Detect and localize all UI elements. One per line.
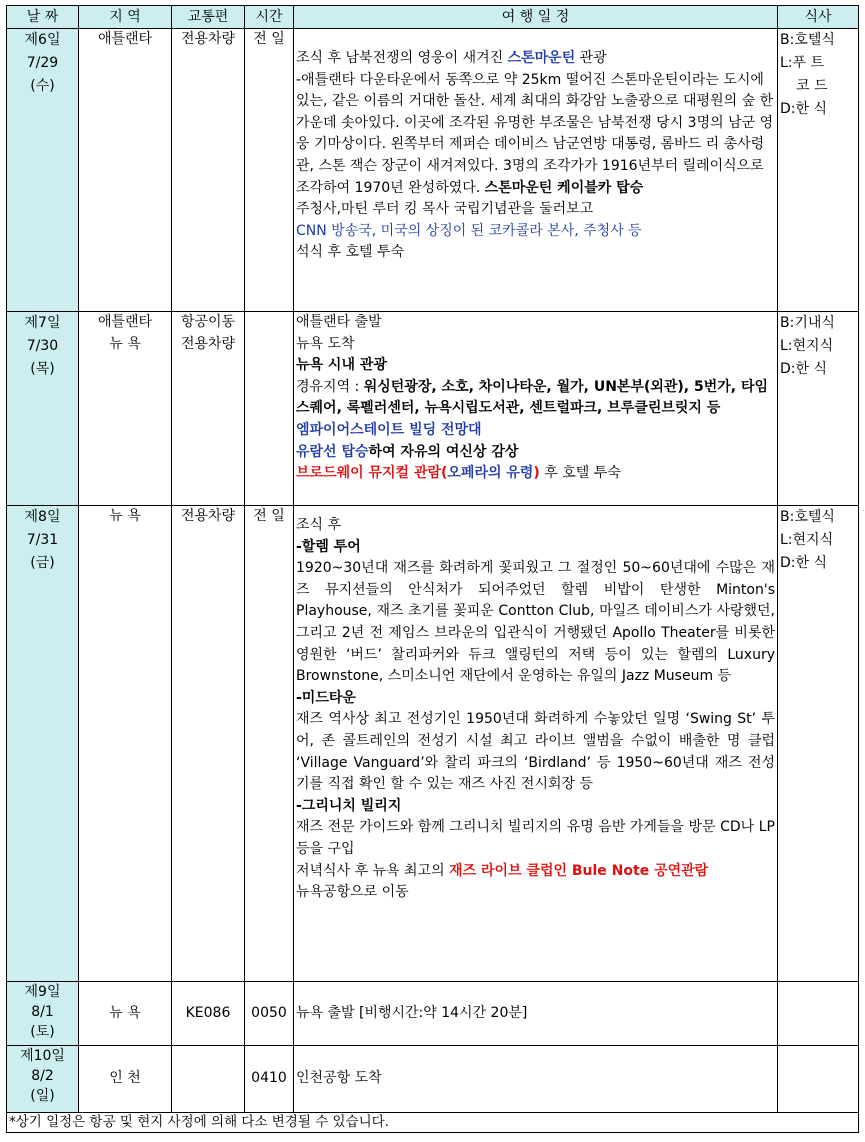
transport-cell xyxy=(172,1046,245,1113)
day-label: 제10일 xyxy=(20,1048,65,1064)
region-label: 뉴 욕 xyxy=(109,508,141,524)
weekday-label: (일) xyxy=(30,1088,55,1104)
date-label: 8/2 xyxy=(31,1068,54,1084)
schedule-line: CNN 방송국, 미국의 상징이 된 코카콜라 본사, 주청사 등 xyxy=(296,222,642,239)
highlight-cruise: 유람선 탑승 xyxy=(296,443,369,460)
route-list: 워싱턴광장, 소호, 차이나타운, 월가, UN본부(외관), 5번가, 타임스퀘어, 록펠러센터, 뉴욕시립도서관, 센트럴파크, 브루클린브릿지 등 xyxy=(296,378,769,417)
section-harlem: -할렘 투어 xyxy=(296,538,361,555)
transport-cell xyxy=(172,29,245,312)
region-label: 뉴 욕 xyxy=(109,335,141,352)
time-cell xyxy=(245,506,294,982)
day-label: 제8일 xyxy=(24,509,61,525)
header-time: 시간 xyxy=(245,6,294,29)
meal-lunch: L:현지식 xyxy=(780,532,834,548)
date-cell xyxy=(7,1046,79,1113)
weekday-label: (토) xyxy=(30,1024,55,1040)
schedule-text: 하여 자유의 여신상 감상 xyxy=(368,443,519,460)
time-cell xyxy=(245,982,294,1046)
footnote: *상기 일정은 항공 및 현지 사정에 의해 다소 변경될 수 있습니다. xyxy=(7,1113,859,1133)
day-row-8 xyxy=(7,506,859,982)
region-label: 애틀랜타 xyxy=(97,31,153,47)
header-schedule: 여 행 일 정 xyxy=(294,6,778,29)
header-region: 지 역 xyxy=(79,6,172,29)
highlight-phantom: 오페라의 유령 xyxy=(447,465,534,482)
time-label: 전 일 xyxy=(253,508,285,524)
schedule-text: 경유지역 : xyxy=(296,378,364,395)
schedule-line: 인천공항 도착 xyxy=(296,1070,382,1087)
date-cell xyxy=(7,982,79,1046)
schedule-line xyxy=(296,861,775,883)
schedule-line xyxy=(296,377,775,420)
schedule-cell xyxy=(294,312,778,506)
header-meal: 식사 xyxy=(778,6,859,29)
schedule-text: -애틀랜타 다운타운에서 동쪽으로 약 25km 떨어진 스톤마운틴이라는 도시에 있는, 같은 이름의 거대한 돌산. 세계 최대의 화강암 노출광으로 대평원의 숲 한가운데 솟아있다. 이곳에 조각된 유명한 부조물은 남북전쟁 당시 3명의 남군 영웅 기마상이다. 왼쪽부터 제퍼슨 데이비스 남군연방 대통령, 롬바드 리 총사령관, 스톤 잭슨 장군이 새겨져있다. 3명의 조각가가 1916년부터 릴레이식으로 조각하여 1970년 완성하였다. xyxy=(296,71,774,196)
highlight-empire-state: 엠파이어스테이트 빌딩 전망대 xyxy=(296,421,482,438)
region-cell xyxy=(79,982,172,1046)
schedule-line: 석식 후 호텔 투숙 xyxy=(296,244,405,261)
day-label: 제9일 xyxy=(24,984,61,1000)
meal-breakfast: B:기내식 xyxy=(780,315,835,331)
time-label: 0050 xyxy=(251,1004,287,1021)
schedule-line xyxy=(296,48,775,70)
highlight-musical: 브로드웨이 뮤지컬 관람( xyxy=(296,465,448,482)
day-label: 제7일 xyxy=(24,315,61,331)
region-cell xyxy=(79,29,172,312)
time-cell xyxy=(245,1046,294,1113)
highlight-blue-note: 재즈 라이브 클럽인 Bule Note 공연관람 xyxy=(449,862,709,879)
meal-lunch: L:현지식 xyxy=(780,338,834,354)
schedule-cell xyxy=(294,29,778,312)
schedule-text: 조식 후 남북전쟁의 영웅이 새겨진 xyxy=(296,50,508,66)
meal-breakfast: B:호텔식 xyxy=(780,32,835,48)
date-cell xyxy=(7,312,79,506)
transport-label: 항공이동 xyxy=(180,314,236,330)
weekday-label: (수) xyxy=(30,78,55,94)
date-cell xyxy=(7,29,79,312)
transport-label: 전용차량 xyxy=(180,31,236,47)
meal-cell xyxy=(778,1046,859,1113)
highlight-cable-car: 스톤마운틴 케이블카 탑승 xyxy=(484,179,644,196)
transport-label: KE086 xyxy=(185,1004,231,1021)
meal-dinner: D:한 식 xyxy=(780,361,827,377)
meal-dinner: D:한 식 xyxy=(780,101,827,117)
transport-cell xyxy=(172,312,245,506)
region-cell xyxy=(79,312,172,506)
schedule-line xyxy=(296,463,775,485)
header-date: 날 짜 xyxy=(7,6,79,29)
schedule-cell xyxy=(294,1046,778,1113)
transport-label: 전용차량 xyxy=(180,508,236,524)
meal-cell xyxy=(778,312,859,506)
highlight-musical-close: ) xyxy=(533,465,540,482)
day-row-9 xyxy=(7,982,859,1046)
day-row-6 xyxy=(7,29,859,312)
schedule-text: 저녁식사 후 뉴욕 최고의 xyxy=(296,862,450,879)
header-transport: 교통편 xyxy=(172,6,245,29)
schedule-cell xyxy=(294,506,778,982)
date-label: 7/29 xyxy=(26,55,59,71)
day-row-10 xyxy=(7,1046,859,1113)
region-label: 뉴 욕 xyxy=(109,1004,141,1021)
schedule-text: 후 호텔 투숙 xyxy=(539,465,621,482)
meal-lunch-cont: 코 드 xyxy=(796,78,828,94)
time-label: 0410 xyxy=(251,1070,287,1087)
section-greenwich: -그리니치 빌리지 xyxy=(296,797,402,814)
highlight-stone-mountain: 스톤마운틴 xyxy=(507,50,576,66)
date-label: 7/30 xyxy=(26,338,59,354)
date-cell xyxy=(7,506,79,982)
schedule-text: 관광 xyxy=(575,50,607,66)
header-row xyxy=(7,6,859,29)
schedule-cell xyxy=(294,982,778,1046)
date-label: 8/1 xyxy=(31,1004,54,1020)
weekday-label: (금) xyxy=(30,555,55,571)
schedule-line xyxy=(296,442,775,464)
schedule-heading: 뉴욕 시내 관광 xyxy=(296,357,387,374)
schedule-line: 주청사,마틴 루터 킹 목사 국립기념관을 둘러보고 xyxy=(296,201,594,218)
day-label: 제6일 xyxy=(24,32,61,48)
section-midtown-text: 재즈 역사상 최고 전성기인 1950년대 화려하게 수놓았던 일명 ‘Swing St’ 투어, 존 콜트레인의 전성기 시설 최고 라이브 앨범을 수없이 배출한 명 클럽 ‘Village Vanguard’와 찰리 파크의 ‘Birdland’ 등 1950~60년대 재즈 전성기를 직접 확인 할 수 있는 재즈 사진 전시회장 등 xyxy=(296,711,775,793)
section-midtown: -미드타운 xyxy=(296,689,356,706)
meal-cell xyxy=(778,982,859,1046)
schedule-line: 뉴욕 도착 xyxy=(296,335,355,352)
schedule-line: 조식 후 xyxy=(296,517,342,533)
section-harlem-text: 1920~30년대 재즈를 화려하게 꽃피웠고 그 절정인 50~60년대에 수많은 재즈 뮤지션들의 안식처가 되어주었던 할렘 비밥이 탄생한 Minton's Playhouse, 재즈 초기를 꽃피운 Contton Club, 마일즈 데이비스가 사랑했던, 그리고 2년 전 제임스 브라운의 입관식이 거행됐던 Apollo Theater를 비롯한 영원한 ‘버드’ 찰리파커와 듀크 앨링턴의 저택 등이 있는 할렘의 Luxury Brownstone, 스미소니언 재단에서 운영하는 유일의 Jazz Museum 등 xyxy=(296,560,775,685)
meal-dinner: D:한 식 xyxy=(780,555,827,571)
transport-cell xyxy=(172,982,245,1046)
itinerary-table xyxy=(6,5,859,1133)
date-label: 7/31 xyxy=(26,532,59,548)
meal-lunch: L:푸 트 xyxy=(780,55,825,71)
time-cell xyxy=(245,312,294,506)
region-cell xyxy=(79,1046,172,1113)
region-cell xyxy=(79,506,172,982)
time-cell xyxy=(245,29,294,312)
meal-cell xyxy=(778,506,859,982)
time-label: 전 일 xyxy=(253,31,285,47)
schedule-line: 뉴욕공항으로 이동 xyxy=(296,884,409,901)
schedule-line: 애틀랜타 출발 xyxy=(296,314,382,330)
meal-breakfast: B:호텔식 xyxy=(780,509,835,525)
transport-cell xyxy=(172,506,245,982)
schedule-description xyxy=(296,70,775,200)
schedule-line: 뉴욕 출발 [비행시간:약 14시간 20분] xyxy=(296,1004,528,1021)
transport-label: 전용차량 xyxy=(180,335,236,352)
weekday-label: (목) xyxy=(30,361,55,377)
day-row-7 xyxy=(7,312,859,506)
meal-cell xyxy=(778,29,859,312)
footnote-row xyxy=(7,1113,859,1133)
section-greenwich-text: 재즈 전문 가이드와 함께 그리니치 빌리지의 유명 음반 가게들을 방문 CD나 LP 등을 구입 xyxy=(296,819,775,857)
region-label: 애틀랜타 xyxy=(97,314,153,330)
region-label: 인 천 xyxy=(109,1070,141,1087)
